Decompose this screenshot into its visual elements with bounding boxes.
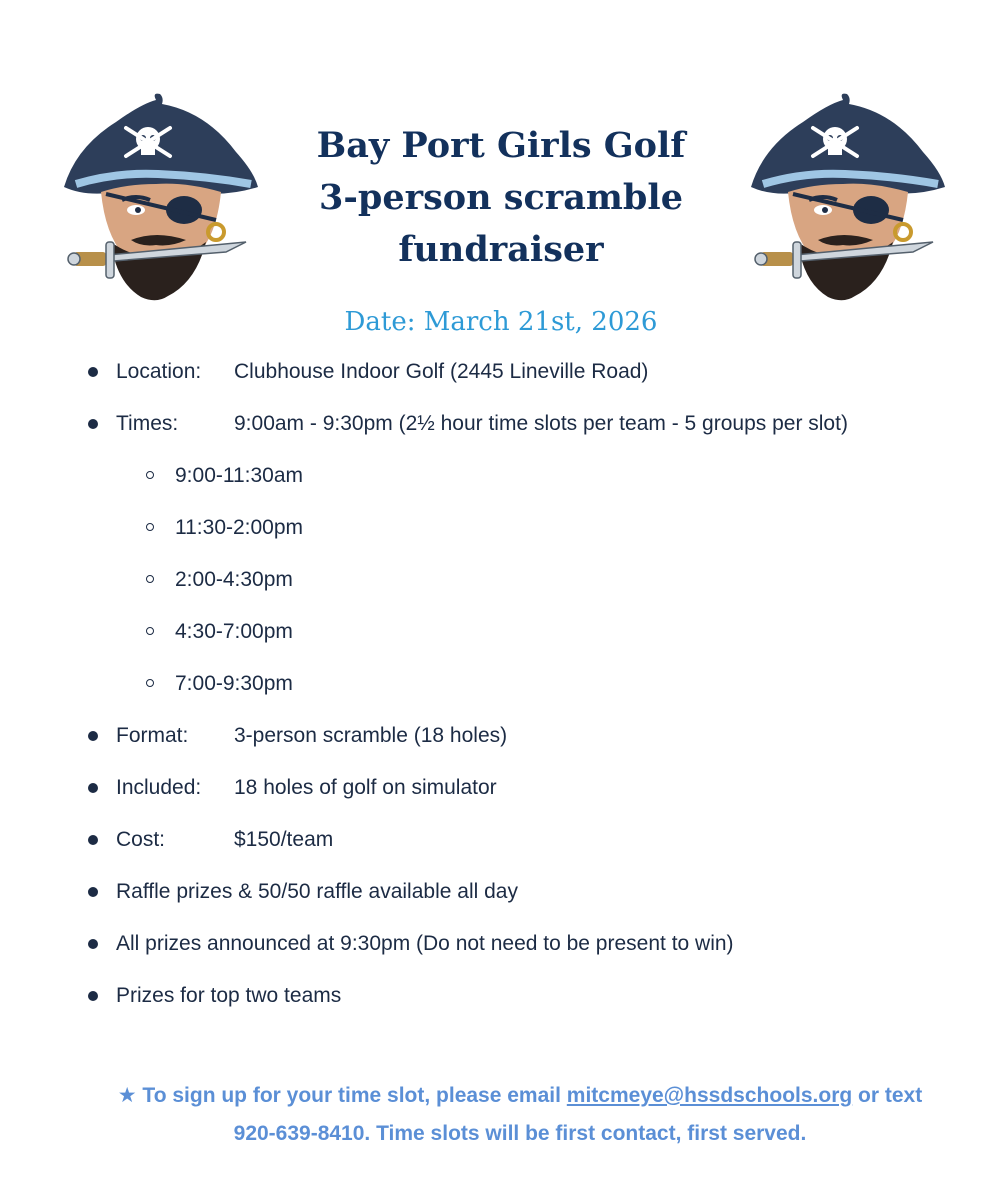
- time-slot-item: [0, 662, 1002, 714]
- signup-text-or: or text: [858, 1084, 923, 1107]
- bullet-icon: [88, 367, 98, 377]
- location-row: [0, 350, 1002, 402]
- time-slot-label: 9:00-11:30am: [175, 464, 304, 487]
- pirate-logo-icon: [743, 92, 948, 304]
- included-row: [0, 766, 1002, 818]
- signup-text: To sign up for your time slot, please email: [142, 1084, 561, 1107]
- sub-bullet-icon: [146, 627, 154, 635]
- bullet-icon: [88, 419, 98, 429]
- sub-bullet-icon: [146, 575, 154, 583]
- title-line-2: 3-person scramble: [319, 177, 683, 218]
- email-link[interactable]: mitcmeye@hssdschools.org: [566, 1084, 853, 1107]
- bullet-icon: [88, 835, 98, 845]
- star-icon: ★: [117, 1084, 137, 1107]
- signup-line-1: [60, 1077, 980, 1115]
- note-text: All prizes announced at 9:30pm (Do not need to be present to win): [116, 932, 734, 955]
- bullet-icon: [88, 887, 98, 897]
- time-slot-label: 7:00-9:30pm: [175, 672, 293, 695]
- note-text: Raffle prizes & 50/50 raffle available all day: [116, 880, 518, 903]
- time-slot-label: 4:30-7:00pm: [175, 620, 293, 643]
- cost-label: Cost:: [116, 828, 166, 851]
- time-slot-label: 11:30-2:00pm: [175, 516, 304, 539]
- pirate-mascot-right: [743, 92, 948, 304]
- event-details-list: [0, 350, 1002, 1026]
- event-date: Date: March 21st, 2026: [344, 307, 658, 337]
- note-item: [0, 974, 1002, 1026]
- signup-note: [60, 1077, 980, 1153]
- format-row: [0, 714, 1002, 766]
- sub-bullet-icon: [146, 471, 154, 479]
- signup-line-2: 920-639-8410. Time slots will be first contact, first served.: [233, 1122, 807, 1145]
- times-label: Times:: [116, 412, 179, 435]
- cost-value: $150/team: [234, 828, 334, 851]
- times-row: [0, 402, 1002, 454]
- sub-bullet-icon: [146, 679, 154, 687]
- format-label: Format:: [116, 724, 189, 747]
- title-line-1: Bay Port Girls Golf: [316, 125, 686, 166]
- time-slot-item: [0, 610, 1002, 662]
- bullet-icon: [88, 783, 98, 793]
- times-value: 9:00am - 9:30pm (2½ hour time slots per team - 5 groups per slot): [234, 412, 848, 435]
- bullet-icon: [88, 991, 98, 1001]
- time-slot-label: 2:00-4:30pm: [175, 568, 293, 591]
- pirate-logo-icon: [56, 92, 261, 304]
- sub-bullet-icon: [146, 523, 154, 531]
- format-value: 3-person scramble (18 holes): [234, 724, 508, 747]
- included-value: 18 holes of golf on simulator: [234, 776, 497, 799]
- note-item: [0, 870, 1002, 922]
- page-title: [280, 120, 722, 276]
- note-item: [0, 922, 1002, 974]
- included-label: Included:: [116, 776, 202, 799]
- cost-row: [0, 818, 1002, 870]
- pirate-mascot-left: [56, 92, 261, 304]
- title-line-3: fundraiser: [398, 229, 604, 270]
- time-slot-item: [0, 558, 1002, 610]
- time-slot-item: [0, 506, 1002, 558]
- time-slot-item: [0, 454, 1002, 506]
- bullet-icon: [88, 939, 98, 949]
- location-value: Clubhouse Indoor Golf (2445 Lineville Road): [234, 360, 649, 383]
- location-label: Location:: [116, 360, 202, 383]
- note-text: Prizes for top two teams: [116, 984, 342, 1007]
- bullet-icon: [88, 731, 98, 741]
